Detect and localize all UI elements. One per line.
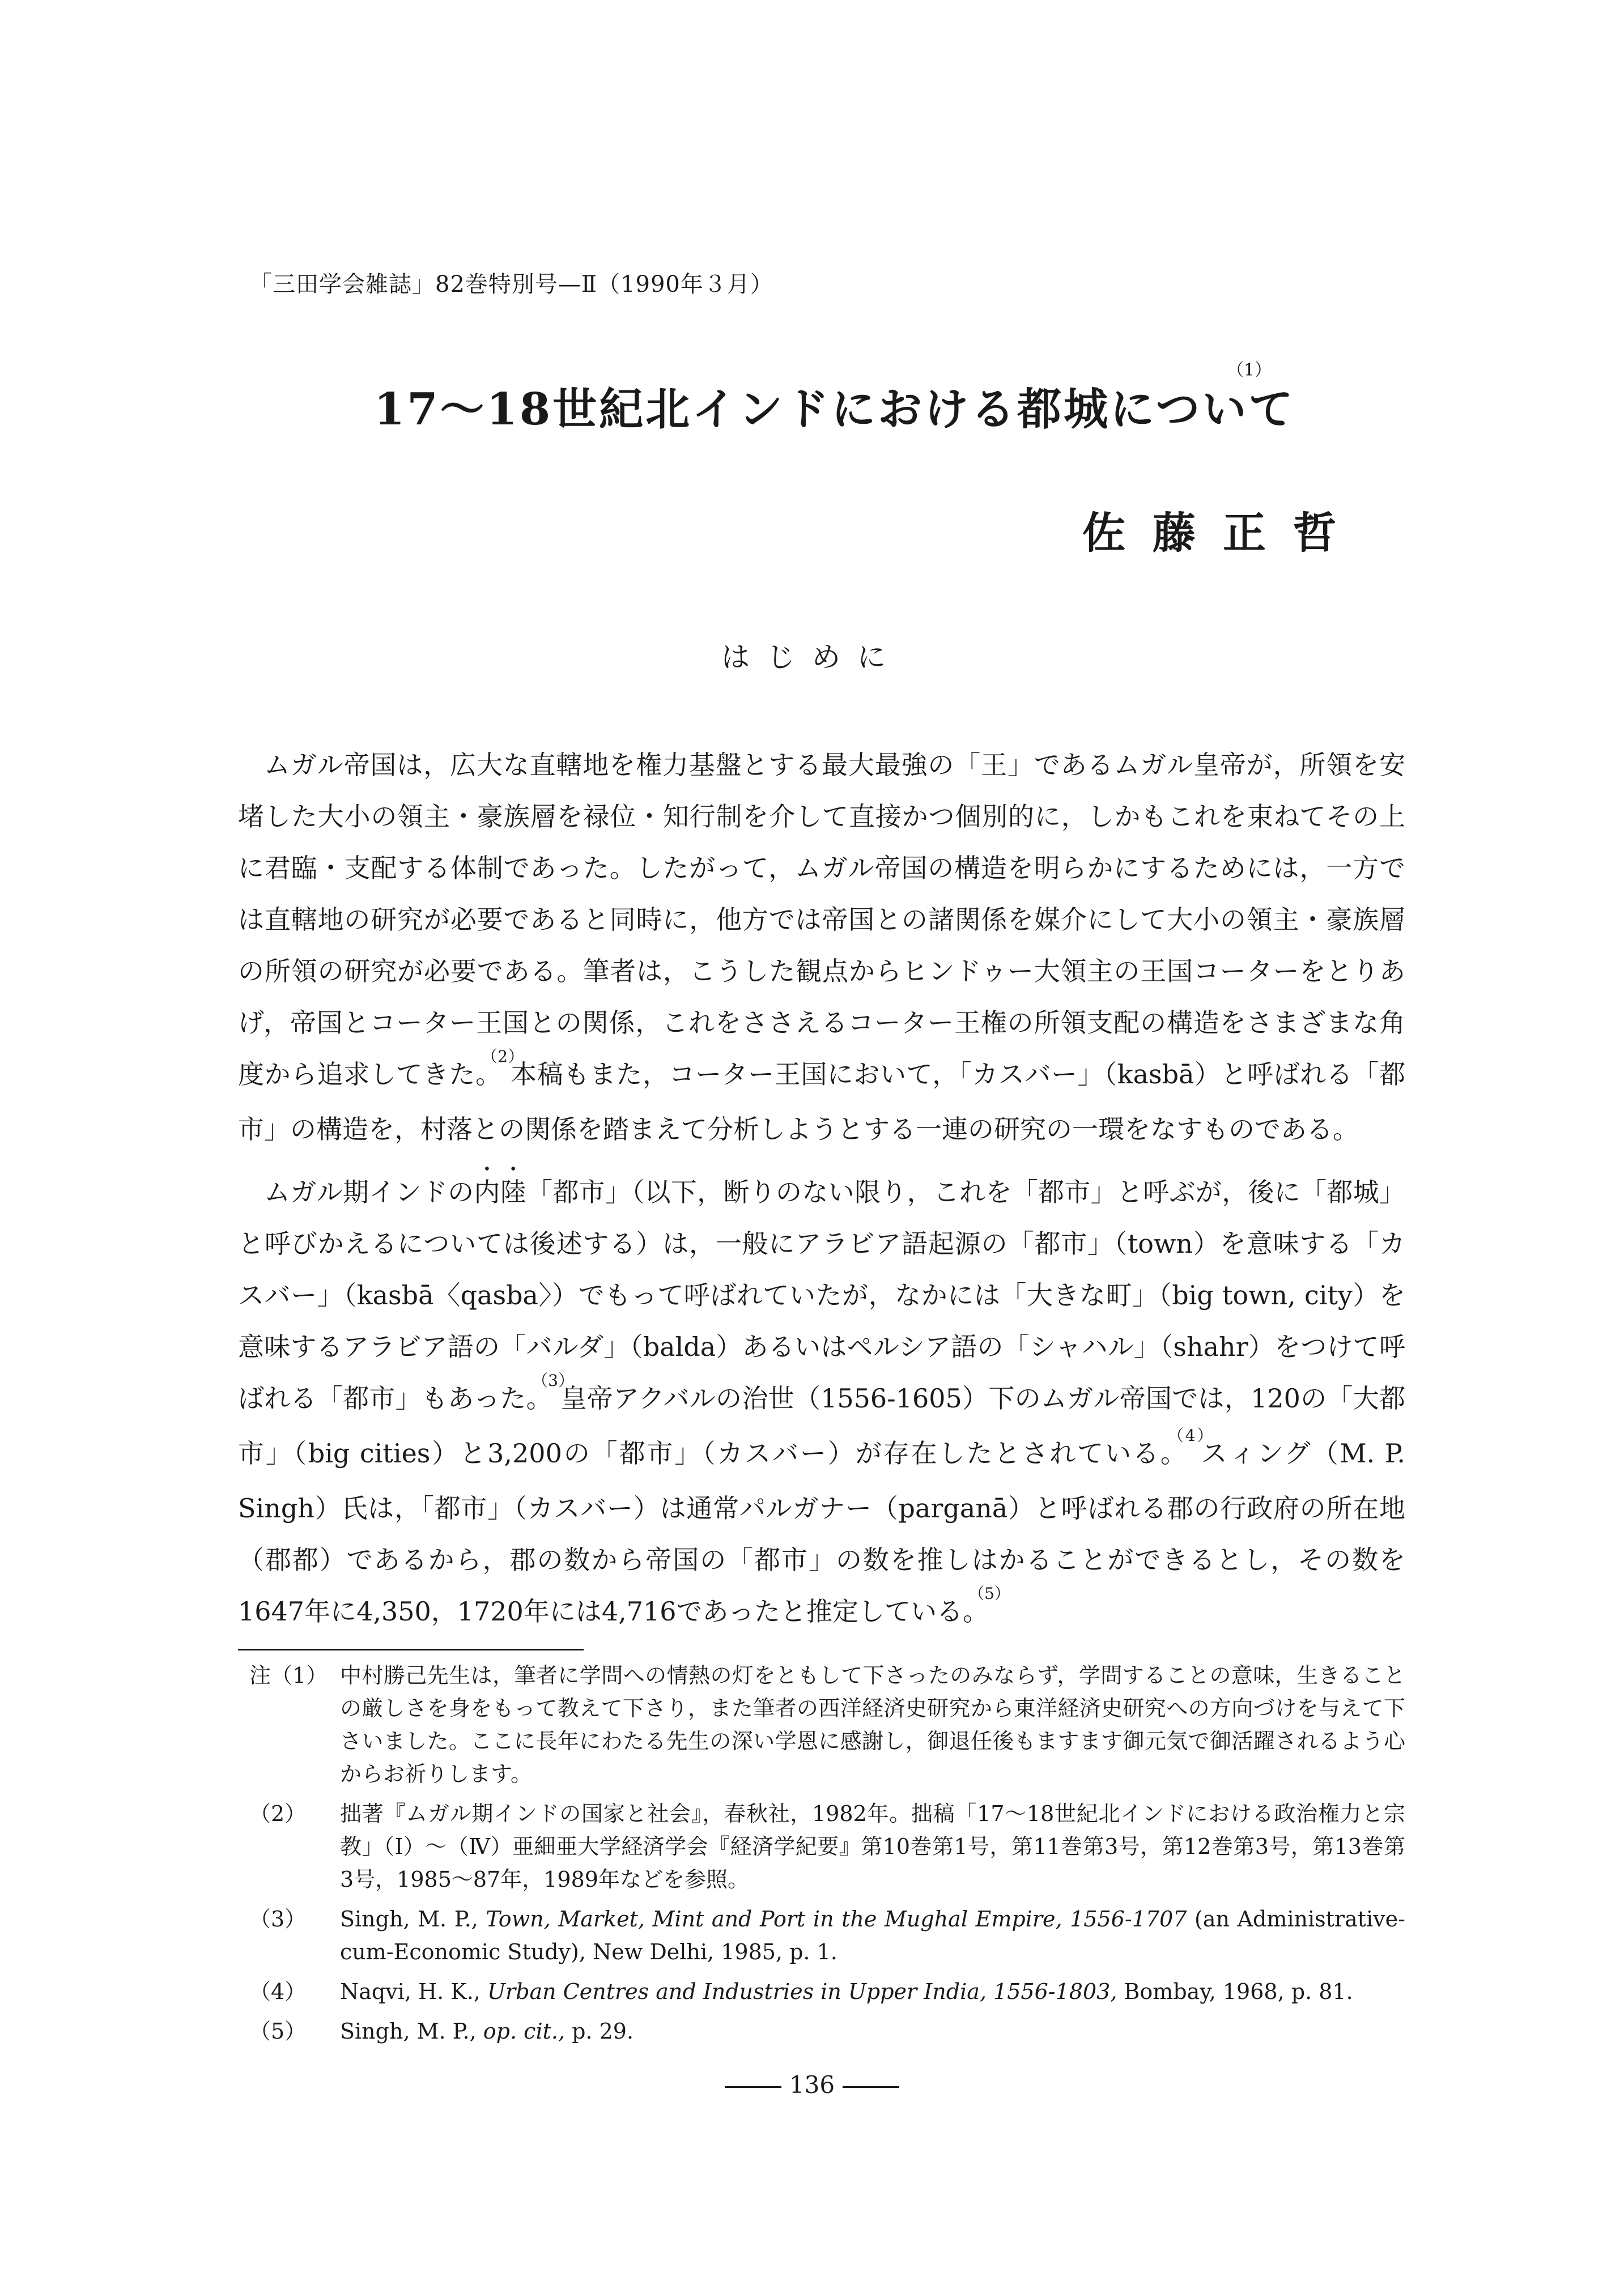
paragraph-1-text-cont: 本稿もまた，コーター王国において，「カスバー」（kasbā）と呼ばれる「都市」の構造を，村落との関係を踏まえて分析しようとする一連の研究の一環をなすものである。 — [238, 1059, 1405, 1145]
body-text — [238, 739, 1405, 1641]
section-heading: はじめに — [721, 641, 903, 674]
footnote-text: 中村勝己先生は，筆者に学問への情熱の灯をともして下さったのみならず，学問することの意味，生きることの厳しさを身をもって教えて下さり，また筆者の西洋経済史研究から東洋経済史研究への方向づけを与えて下さいました。ここに長年にわたる先生の深い学恩に感謝し，御退任後もますます御元気で御活躍されるよう心からお祈りします。 — [340, 1663, 1405, 1786]
footnote-text — [340, 1903, 1405, 1968]
footnote-2 — [249, 1797, 1405, 1896]
paragraph-2-text-c: 皇帝アクバルの治世（1556-1605）下のムガル帝国では，120の「大都市」（big cities）と3,200の「都市」（カスバー）が存在したとされている。 — [238, 1383, 1405, 1469]
footnote-label: （2） — [249, 1801, 307, 1826]
journal-citation: 「三田学会雑誌」82巻特別号—Ⅱ（1990年３月） — [249, 271, 773, 297]
dash-right — [843, 2086, 899, 2088]
citation-title: Town, Market, Mint and Port in the Mughal Empire, 1556-1707 — [486, 1907, 1187, 1932]
footnote-3 — [249, 1903, 1405, 1968]
footnote-label: 注（1） — [249, 1663, 328, 1688]
footnote-ref-5: （5） — [976, 1584, 1010, 1603]
dash-left — [725, 2086, 781, 2088]
footnote-text: 拙著『ムガル期インドの国家と社会』，春秋社，1982年。拙稿「17〜18世紀北インドにおける政治権力と宗教」（Ⅰ）〜（Ⅳ）亜細亜大学経済学会『経済学紀要』第10巻第1号，第11巻第3号，第12巻第3号，第13巻第3号，1985〜87年，1989年などを参照。 — [340, 1801, 1405, 1892]
citation-title: op. cit., — [483, 2019, 566, 2044]
footnote-label: （5） — [249, 2019, 307, 2044]
footnote-ref-4: （4） — [1175, 1426, 1215, 1445]
emphasis-inland: 内陸 — [474, 1177, 527, 1207]
article-title: 17〜18世紀北インドにおける都城について — [374, 384, 1295, 435]
paragraph-2 — [238, 1162, 1405, 1641]
footnotes — [249, 1659, 1405, 2054]
citation-author: Singh, M. P., — [340, 1907, 486, 1932]
footnote-1 — [249, 1659, 1405, 1790]
paragraph-2-text-d: スィング（M. P. Singh）氏は，「都市」（カスバー）は通常パルガナー（parganā）と呼ばれる郡の行政府の所在地（郡都）であるから，郡の数から帝国の「都市」の数を推しはかることができるとし，その数を1647年に4,350，1720年には4,716であったと推定している。 — [238, 1438, 1405, 1627]
citation-details: Bombay, 1968, p. 81. — [1117, 1979, 1353, 2004]
citation-author: Naqvi, H. K., — [340, 1979, 487, 2004]
citation-title: Urban Centres and Industries in Upper India, 1556-1803, — [487, 1979, 1117, 2004]
citation-details: (an Administrative-cum-Economic Study), New Delhi, 1985, p. 1. — [340, 1907, 1405, 1964]
paragraph-2-text: ムガル期インドの — [264, 1177, 474, 1207]
footnote-ref-2: （2） — [489, 1047, 525, 1066]
page-number-line — [0, 2071, 1624, 2099]
footnote-4 — [249, 1975, 1405, 2008]
author-name: 佐藤正哲 — [1082, 508, 1363, 558]
footnote-text — [340, 1975, 1405, 2008]
paragraph-1-text: ムガル帝国は，広大な直轄地を権力基盤とする最大最強の「王」であるムガル皇帝が，所領を安堵した大小の領主・豪族層を禄位・知行制を介して直接かつ個別的に，しかもこれを束ねてその上に君臨・支配する体制であった。したがって，ムガル帝国の構造を明らかにするためには，一方では直轄地の研究が必要であると同時に，他方では帝国との諸関係を媒介にして大小の領主・豪族層の所領の研究が必要である。筆者は，こうした観点からヒンドゥー大領主の王国コーターをとりあげ，帝国とコーター王国との関係，これをささえるコーター王権の所領支配の構造をさまざまな角度から追求してきた。 — [238, 750, 1405, 1090]
footnote-5 — [249, 2015, 1405, 2048]
footnote-divider — [238, 1649, 584, 1650]
title-footnote-ref: （1） — [1227, 360, 1272, 380]
footnote-label: （4） — [249, 1979, 307, 2004]
citation-author: Singh, M. P., — [340, 2019, 483, 2044]
citation-details: p. 29. — [565, 2019, 634, 2044]
paragraph-1 — [238, 739, 1405, 1155]
page-number: 136 — [789, 2071, 835, 2099]
paragraph-2-text-b: 「都市」（以下，断りのない限り，これを「都市」と呼ぶが，後に「都城」と呼びかえるについては後述する）は，一般にアラビア語起源の「都市」（town）を意味する「カスバー」（kasbā〈qasba〉）でもって呼ばれていたが，なかには「大きな町」（big town, city）を意味するアラビア語の「バルダ」（balda）あるいはペルシア語の「シャハル」（shahr）をつけて呼ばれる「都市」もあった。 — [238, 1177, 1406, 1414]
footnote-label: （3） — [249, 1907, 307, 1932]
footnote-text — [340, 2015, 1405, 2048]
footnote-ref-3: （3） — [539, 1371, 575, 1390]
